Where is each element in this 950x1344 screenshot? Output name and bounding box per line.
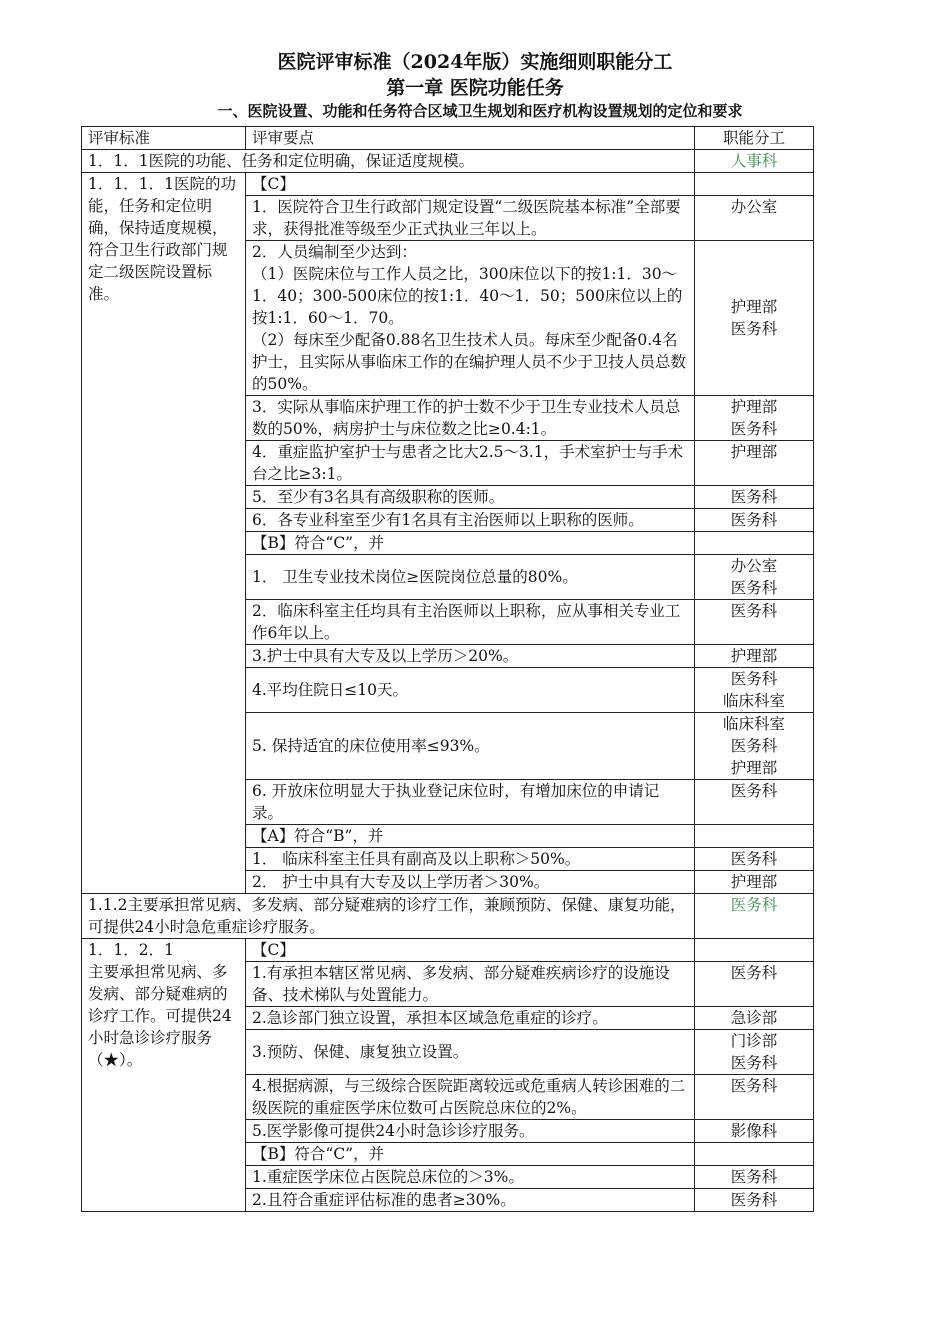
dept-name: 临床科室 [722, 715, 785, 733]
point-text: 3．实际从事临床护理工作的护士数不少于卫生专业技术人员总数的50%，病房护士与床位数之比≥0.4:1。 [246, 396, 695, 441]
grade-label: 【C】 [246, 173, 695, 196]
dept-cell [695, 668, 814, 713]
dept-cell [695, 509, 814, 532]
title-block [0, 50, 950, 121]
dept-cell [695, 962, 814, 1007]
dept-name: 医务科 [730, 964, 778, 982]
dept-name: 医务科 [730, 670, 778, 688]
header-standard: 评审标准 [82, 127, 246, 150]
dept-cell [695, 441, 814, 486]
point-text: 3.护士中具有大专及以上学历＞20%。 [246, 645, 695, 668]
dept-name: 急诊部 [730, 1009, 778, 1027]
point-text: 5. 保持适宜的床位使用率≤93%。 [246, 713, 695, 780]
dept-cell [695, 1166, 814, 1189]
dept-cell [695, 780, 814, 825]
dept-cell [695, 486, 814, 509]
dept-cell [695, 1120, 814, 1143]
dept-name: 医务科 [730, 1168, 778, 1186]
dept-cell-empty [695, 1143, 814, 1166]
dept-cell [695, 1189, 814, 1212]
grade-label: 【B】符合“C”，并 [246, 532, 695, 555]
point-text: 1.有承担本辖区常见病、多发病、部分疑难疾病诊疗的设施设备、技术梯队与处置能力。 [246, 962, 695, 1007]
dept-cell [695, 396, 814, 441]
standard-cell: 1．1．2．1 主要承担常见病、多发病、部分疑难病的诊疗工作。可提供24小时急诊诊疗服务（★）。 [82, 939, 246, 1212]
dept-cell [695, 713, 814, 780]
point-text: 4．重症监护室护士与患者之比大2.5～3.1，手术室护士与手术台之比≥3:1。 [246, 441, 695, 486]
grade-label: 【B】符合“C”，并 [246, 1143, 695, 1166]
dept-name: 护理部 [730, 647, 778, 665]
dept-name: 临床科室 [722, 692, 785, 710]
chapter-title: 第一章 医院功能任务 [386, 77, 564, 99]
group-title: 1．1．1医院的功能、任务和定位明确，保证适度规模。 [82, 150, 695, 173]
dept-name: 门诊部 [730, 1032, 778, 1050]
point-text: 4.平均住院日≤10天。 [246, 668, 695, 713]
point-text: 2． 护士中具有大专及以上学历者＞30%。 [246, 871, 695, 894]
group-title-row [82, 894, 814, 939]
dept-name: 医务科 [730, 782, 778, 800]
point-text: 6. 开放床位明显大于执业登记床位时，有增加床位的申请记录。 [246, 780, 695, 825]
point-text: 1.重症医学床位占医院总床位的＞3%。 [246, 1166, 695, 1189]
header-dept: 职能分工 [695, 127, 814, 150]
dept-name: 医务科 [730, 1191, 778, 1209]
standard-cell: 1．1．1．1医院的功能，任务和定位明确，保持适度规模，符合卫生行政部门规定二级医院设置标准。 [82, 173, 246, 894]
dept-name: 护理部 [730, 443, 778, 461]
dept-cell-empty [695, 532, 814, 555]
dept-name: 医务科 [730, 488, 778, 506]
document-title: 医院评审标准（2024年版）实施细则职能分工 [277, 51, 673, 73]
point-text: 5.医学影像可提供24小时急诊诊疗服务。 [246, 1120, 695, 1143]
header-points: 评审要点 [246, 127, 695, 150]
dept-name: 医务科 [730, 511, 778, 529]
dept-cell [695, 241, 814, 396]
dept-name: 医务科 [730, 420, 778, 438]
standards-table [81, 126, 814, 1212]
table-header-row [82, 127, 814, 150]
point-text: 5．至少有3名具有高级职称的医师。 [246, 486, 695, 509]
grade-label: 【A】符合“B”，并 [246, 825, 695, 848]
group-title: 1.1.2主要承担常见病、多发病、部分疑难病的诊疗工作，兼顾预防、保健、康复功能，可提供24小时急危重症诊疗服务。 [82, 894, 695, 939]
dept-name: 医务科 [730, 850, 778, 868]
dept-name: 办公室 [730, 557, 778, 575]
point-text: 6．各专业科室至少有1名具有主治医师以上职称的医师。 [246, 509, 695, 532]
point-text: 4.根据病源，与三级综合医院距离较远或危重病人转诊困难的二级医院的重症医学床位数可占医院总床位的2%。 [246, 1075, 695, 1120]
dept-cell-empty [695, 825, 814, 848]
grade-label-row [82, 173, 814, 196]
point-text: 2.且符合重症评估标准的患者≥30%。 [246, 1189, 695, 1212]
dept-name: 办公室 [730, 198, 778, 216]
dept-name: 医务科 [730, 737, 778, 755]
dept-name: 医务科 [730, 602, 778, 620]
dept-name: 护理部 [730, 759, 778, 777]
dept-cell [695, 600, 814, 645]
point-text: 1． 卫生专业技术岗位≥医院岗位总量的80%。 [246, 555, 695, 600]
point-text: 2．人员编制至少达到： （1）医院床位与工作人员之比，300床位以下的按1:1．30～1．40；300-500床位的按1:1．40～1．50；500床位以上的按1:1．60～1．70。 （2）每床至少配备0.88名卫生技术人员。每床至少配备0.4名护士，且实际从事临床工作的在编护理人员不少于卫技人员总数的50%。 [246, 241, 695, 396]
point-text: 3.预防、保健、康复独立设置。 [246, 1030, 695, 1075]
group-dept: 人事科 [695, 150, 814, 173]
dept-name: 医务科 [730, 320, 778, 338]
dept-cell [695, 871, 814, 894]
dept-name: 护理部 [730, 873, 778, 891]
dept-cell [695, 196, 814, 241]
dept-cell-empty [695, 939, 814, 962]
dept-name: 医务科 [730, 1054, 778, 1072]
dept-cell [695, 645, 814, 668]
dept-name: 护理部 [730, 298, 778, 316]
group-dept: 医务科 [695, 894, 814, 939]
dept-name: 医务科 [730, 1077, 778, 1095]
point-text: 1． 临床科室主任具有副高及以上职称＞50%。 [246, 848, 695, 871]
dept-cell-empty [695, 173, 814, 196]
dept-name: 影像科 [730, 1122, 778, 1140]
group-title-row [82, 150, 814, 173]
dept-cell [695, 1007, 814, 1030]
point-text: 2．临床科室主任均具有主治医师以上职称，应从事相关专业工作6年以上。 [246, 600, 695, 645]
dept-name: 护理部 [730, 398, 778, 416]
dept-name: 医务科 [730, 579, 778, 597]
dept-cell [695, 1075, 814, 1120]
dept-cell [695, 848, 814, 871]
dept-cell [695, 555, 814, 600]
dept-cell [695, 1030, 814, 1075]
grade-label-row [82, 939, 814, 962]
point-text: 2.急诊部门独立设置，承担本区域急危重症的诊疗。 [246, 1007, 695, 1030]
grade-label: 【C】 [246, 939, 695, 962]
section-title: 一、医院设置、功能和任务符合区域卫生规划和医疗机构设置规划的定位和要求 [217, 102, 743, 120]
point-text: 1．医院符合卫生行政部门规定设置“二级医院基本标准”全部要求，获得批准等级至少正式执业三年以上。 [246, 196, 695, 241]
